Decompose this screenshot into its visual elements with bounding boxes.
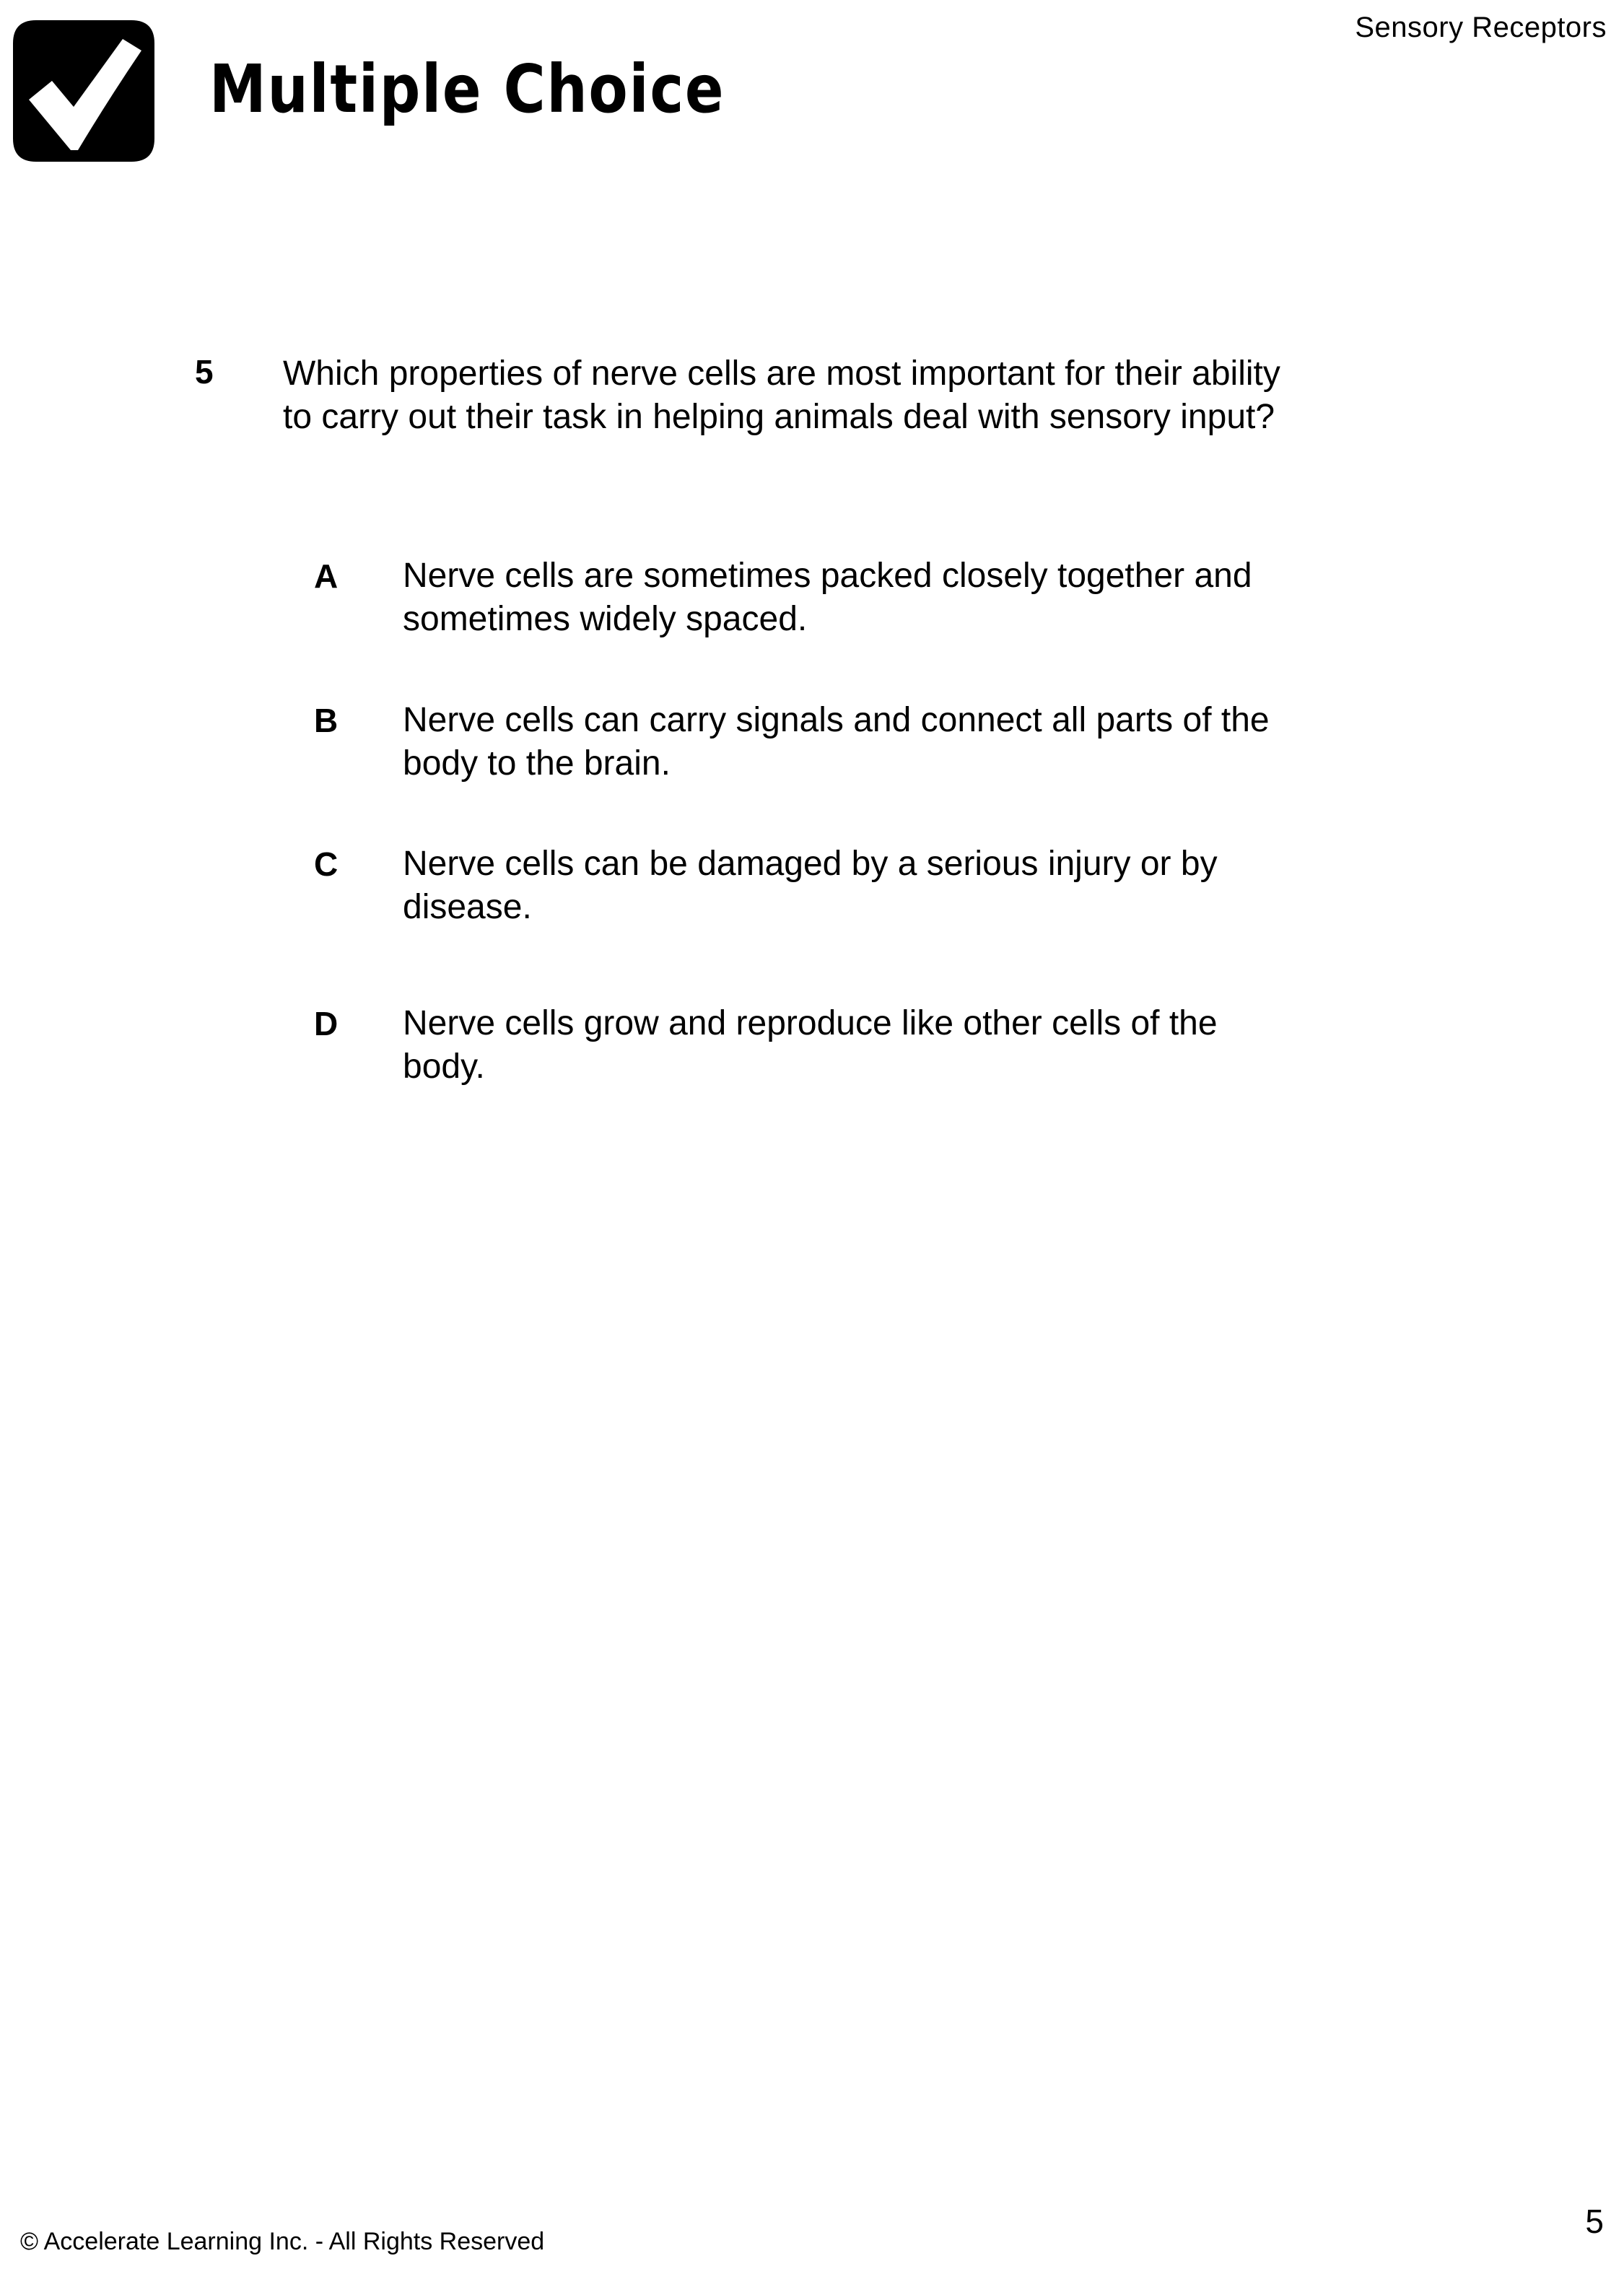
choice-letter: B (314, 702, 339, 739)
topic-header: Sensory Receptors (1355, 12, 1607, 43)
choice-letter: C (314, 845, 339, 883)
page-number: 5 (1585, 2203, 1604, 2240)
choice-text: Nerve cells can carry signals and connect all parts of the body to the brain. (403, 701, 1270, 783)
copyright-footer: © Accelerate Learning Inc. - All Rights Reserved (20, 2228, 545, 2255)
choice-text: Nerve cells grow and reproduce like other cells of the body. (403, 1004, 1218, 1086)
choice-text: Nerve cells are sometimes packed closely together and sometimes widely spaced. (403, 557, 1252, 638)
section-title: Multiple Choice (209, 51, 725, 128)
question-number: 5 (195, 353, 214, 391)
checkmark-icon (7, 14, 160, 167)
choice-letter: A (314, 557, 339, 595)
choice-letter: D (314, 1005, 339, 1042)
question-text: Which properties of nerve cells are most important for their ability to carry out their task in helping animals deal with sensory input? (283, 354, 1280, 436)
choice-text: Nerve cells can be damaged by a serious injury or by disease. (403, 845, 1218, 926)
